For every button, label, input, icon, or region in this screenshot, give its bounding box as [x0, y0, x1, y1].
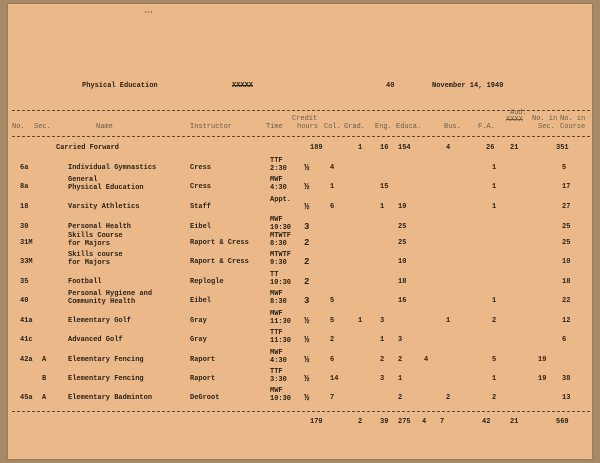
- cf-fa: 26: [486, 144, 495, 152]
- table-row: [8, 251, 592, 278]
- course-name: Elementary Badminton: [68, 394, 153, 402]
- cell-educ: 16: [398, 297, 407, 305]
- cell-no: 18: [20, 203, 29, 211]
- course-days: MWF: [270, 387, 283, 395]
- cell-instructor: Eibel: [190, 223, 212, 231]
- course-days: MWF: [270, 290, 283, 298]
- course-time: 10:30: [270, 395, 292, 403]
- course-days: TTF: [270, 368, 283, 376]
- cell-eng: 3: [380, 317, 385, 325]
- course-name: Skills course: [68, 251, 123, 259]
- total-course: 569: [556, 418, 569, 426]
- col-header-credit: Credit: [292, 115, 318, 123]
- cf-educ: 154: [398, 144, 411, 152]
- cell-instructor: Cress: [190, 183, 212, 191]
- course-days: TTF: [270, 329, 283, 337]
- credit-hours: ½: [304, 374, 310, 384]
- cell-educ: 25: [398, 239, 407, 247]
- course-name-line2: for Majors: [68, 259, 111, 267]
- credit-hours: 2: [304, 257, 310, 267]
- course-days: TTF: [270, 157, 283, 165]
- total-grad: 2: [358, 418, 363, 426]
- table-row: [8, 368, 592, 395]
- cell-eng: 3: [380, 375, 385, 383]
- col-header-eng: Eng.: [375, 123, 392, 131]
- header-top-rule: [12, 110, 590, 111]
- totals-rule: [12, 411, 590, 412]
- credit-hours: ½: [304, 393, 310, 403]
- total-fa: 42: [482, 418, 491, 426]
- department-number: 40: [386, 82, 395, 90]
- course-name: General: [68, 176, 98, 184]
- course-name: Elementary Golf: [68, 317, 132, 325]
- col-header-no-in-sec: No. in: [532, 115, 558, 123]
- carried-forward-row: [8, 144, 592, 164]
- course-name-line2: Community Health: [68, 298, 136, 306]
- credit-hours: ½: [304, 163, 310, 173]
- cell-no: 40: [20, 297, 29, 305]
- cell-course: 6: [562, 336, 567, 344]
- cell-extra: 4: [424, 356, 429, 364]
- cell-course: 18: [562, 278, 571, 286]
- cell-col: 6: [330, 203, 335, 211]
- totals-row: [8, 418, 592, 438]
- cell-fa: 1: [492, 203, 497, 211]
- col-header-course-label: Course: [560, 123, 586, 131]
- col-header-educ: Educa.: [396, 123, 422, 131]
- total-col: 179: [310, 418, 323, 426]
- credit-hours: ½: [304, 316, 310, 326]
- cell-no: 31M: [20, 239, 33, 247]
- cell-course: 17: [562, 183, 571, 191]
- cell-educ: 3: [398, 336, 403, 344]
- cell-instructor: Gray: [190, 317, 207, 325]
- cell-fa: 1: [492, 375, 497, 383]
- cell-no: 35: [20, 278, 29, 286]
- cell-course: 22: [562, 297, 571, 305]
- cell-instructor: Staff: [190, 203, 212, 211]
- table-row: [8, 349, 592, 376]
- cell-instructor: Raport & Cress: [190, 258, 249, 266]
- course-name: Personal Hygiene and: [68, 290, 153, 298]
- cell-educ: 18: [398, 278, 407, 286]
- cell-fa: 1: [492, 183, 497, 191]
- course-name: Elementary Fencing: [68, 375, 144, 383]
- cell-sec: A: [42, 356, 47, 364]
- course-time: 4:30: [270, 357, 287, 365]
- table-row: [8, 196, 592, 223]
- col-header-time: Time: [266, 123, 283, 131]
- struck-text: XXXXX: [232, 82, 254, 90]
- cell-no: 41a: [20, 317, 33, 325]
- cell-eng: 15: [380, 183, 389, 191]
- cell-instructor: Gray: [190, 336, 207, 344]
- course-name: Advanced Golf: [68, 336, 123, 344]
- col-header-no: No.: [12, 123, 25, 131]
- course-time: 9:30: [270, 259, 287, 267]
- cell-fa: 1: [492, 297, 497, 305]
- course-time: 8:30: [270, 240, 287, 248]
- course-time: 11:30: [270, 318, 292, 326]
- course-time: 10:30: [270, 224, 292, 232]
- cell-eng: 1: [380, 203, 385, 211]
- cell-bus: 2: [446, 394, 451, 402]
- course-name: Personal Health: [68, 223, 132, 231]
- credit-hours: 3: [304, 222, 310, 232]
- col-header-sec-label: Sec.: [538, 123, 555, 131]
- cell-course: 13: [562, 394, 571, 402]
- cell-course: 5: [562, 164, 567, 172]
- col-header-name: Name: [96, 123, 113, 131]
- course-time: 4:30: [270, 184, 287, 192]
- col-header-col: Col.: [324, 123, 341, 131]
- cell-educ: 2: [398, 394, 403, 402]
- cf-aud: 21: [510, 144, 519, 152]
- course-days: MTWTF: [270, 232, 292, 240]
- cell-fa: 2: [492, 317, 497, 325]
- total-eng: 39: [380, 418, 389, 426]
- cell-no: 30: [20, 223, 29, 231]
- course-days: TT: [270, 271, 279, 279]
- cell-course: 10: [562, 258, 571, 266]
- top-mark: ***: [144, 11, 154, 17]
- cell-eng: 1: [380, 336, 385, 344]
- cf-grad: 1: [358, 144, 363, 152]
- cell-sec-n: 19: [538, 356, 547, 364]
- col-header-hours: hours: [297, 123, 319, 131]
- cell-instructor: DeGroot: [190, 394, 220, 402]
- cell-instructor: Replogle: [190, 278, 224, 286]
- total-bus: 7: [440, 418, 445, 426]
- course-time: 11:30: [270, 337, 292, 345]
- cell-sec: A: [42, 394, 47, 402]
- course-name: Varsity Athletics: [68, 203, 140, 211]
- course-days: MWF: [270, 349, 283, 357]
- cell-col: 14: [330, 375, 339, 383]
- col-header-aud-struck: XXXX: [506, 116, 523, 124]
- col-header-aud: Aud.: [510, 109, 527, 117]
- credit-hours: ½: [304, 202, 310, 212]
- cell-no: 45a: [20, 394, 33, 402]
- course-time: 8:30: [270, 298, 287, 306]
- total-aud: 21: [510, 418, 519, 426]
- table-row: [8, 310, 592, 337]
- cell-instructor: Raport: [190, 375, 216, 383]
- table-row: [8, 290, 592, 317]
- cf-col: 189: [310, 144, 323, 152]
- cell-no: 42a: [20, 356, 33, 364]
- cell-col: 2: [330, 336, 335, 344]
- course-name-line2: Physical Education: [68, 184, 144, 192]
- credit-hours: 3: [304, 296, 310, 306]
- cell-fa: 1: [492, 164, 497, 172]
- course-days: MWF: [270, 310, 283, 318]
- course-time: 10:30: [270, 279, 292, 287]
- cell-col: 5: [330, 297, 335, 305]
- cell-col: 6: [330, 356, 335, 364]
- course-name: Individual Gymnastics: [68, 164, 157, 172]
- cell-fa: 2: [492, 394, 497, 402]
- cell-instructor: Eibel: [190, 297, 212, 305]
- cell-eng: 2: [380, 356, 385, 364]
- cell-educ: 19: [398, 203, 407, 211]
- cell-no: 41c: [20, 336, 33, 344]
- course-days: MWF: [270, 176, 283, 184]
- table-row: [8, 176, 592, 203]
- cell-course: 27: [562, 203, 571, 211]
- cell-grad: 1: [358, 317, 363, 325]
- cell-instructor: Raport: [190, 356, 216, 364]
- cell-no: 6a: [20, 164, 29, 172]
- course-days: MWF: [270, 216, 283, 224]
- report-date: November 14, 1940: [432, 82, 504, 90]
- cell-col: 4: [330, 164, 335, 172]
- cell-sec: B: [42, 375, 47, 383]
- cell-no: 33M: [20, 258, 33, 266]
- col-header-grad: Grad.: [344, 123, 366, 131]
- course-name: Football: [68, 278, 102, 286]
- cell-no: 8a: [20, 183, 29, 191]
- document-sheet: [8, 4, 592, 459]
- cell-sec-n: 19: [538, 375, 547, 383]
- col-header-sec: Sec.: [34, 123, 51, 131]
- credit-hours: 2: [304, 238, 310, 248]
- cf-eng: 16: [380, 144, 389, 152]
- course-name: Skills Course: [68, 232, 123, 240]
- credit-hours: ½: [304, 182, 310, 192]
- cell-fa: 5: [492, 356, 497, 364]
- credit-hours: ½: [304, 355, 310, 365]
- cf-course: 351: [556, 144, 569, 152]
- cell-col: 7: [330, 394, 335, 402]
- cell-educ: 1: [398, 375, 403, 383]
- cell-instructor: Cress: [190, 164, 212, 172]
- header-bottom-rule: [12, 136, 590, 137]
- cell-bus: 1: [446, 317, 451, 325]
- course-days: MTWTF: [270, 251, 292, 259]
- cell-col: 1: [330, 183, 335, 191]
- course-name: Elementary Fencing: [68, 356, 144, 364]
- course-days: Appt.: [270, 196, 292, 204]
- cf-bus: 4: [446, 144, 451, 152]
- total-educ: 275: [398, 418, 411, 426]
- total-extra: 4: [422, 418, 427, 426]
- cell-col: 5: [330, 317, 335, 325]
- cell-educ: 25: [398, 223, 407, 231]
- col-header-bus: Bus.: [444, 123, 461, 131]
- col-header-no-in-course: No. in: [560, 115, 586, 123]
- col-header-fa: F.A.: [478, 123, 495, 131]
- cell-educ: 2: [398, 356, 403, 364]
- cell-course: 25: [562, 223, 571, 231]
- cell-educ: 10: [398, 258, 407, 266]
- table-row: [8, 329, 592, 356]
- credit-hours: 2: [304, 277, 310, 287]
- course-name-line2: for Majors: [68, 240, 111, 248]
- carried-forward-label: Carried Forward: [56, 144, 120, 152]
- credit-hours: ½: [304, 335, 310, 345]
- cell-course: 12: [562, 317, 571, 325]
- department-title: Physical Education: [82, 82, 158, 90]
- cell-instructor: Raport & Cress: [190, 239, 249, 247]
- course-time: 3:30: [270, 376, 287, 384]
- cell-course: 38: [562, 375, 571, 383]
- col-header-instructor: Instructor: [190, 123, 233, 131]
- course-time: 2:30: [270, 165, 287, 173]
- cell-course: 25: [562, 239, 571, 247]
